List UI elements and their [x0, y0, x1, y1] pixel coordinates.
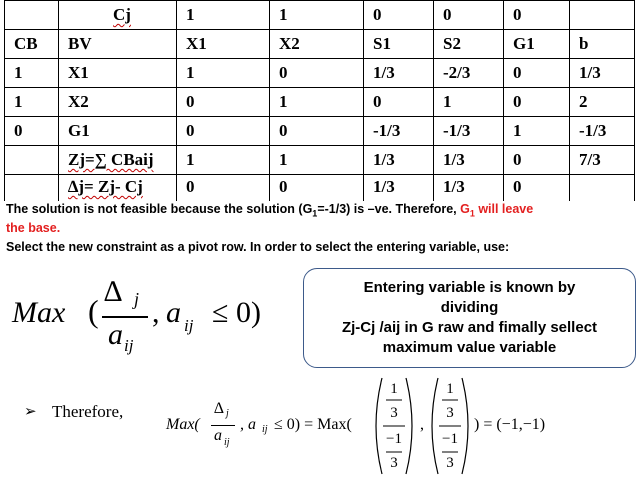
- simplex-table: [4, 0, 635, 201]
- table-cell: 1/3: [364, 175, 434, 201]
- entering-variable-callout: [303, 268, 636, 368]
- pivot-instruction: Select the new constraint as a pivot row. In order to select the entering variable, use:: [6, 240, 510, 254]
- table-cell: 1: [504, 117, 570, 146]
- formula-max: Max: [12, 296, 66, 329]
- table-cell: 0: [270, 175, 364, 201]
- table-cell: 1: [434, 88, 504, 117]
- table-cell: 1: [270, 146, 364, 175]
- table-cell: b: [570, 30, 635, 59]
- x1-row: [5, 59, 635, 88]
- table-cell: 1/3: [364, 59, 434, 88]
- frac2-den: 3: [446, 405, 454, 421]
- table-cell: 0: [177, 117, 270, 146]
- formula-ij-sub: ij: [124, 336, 134, 355]
- note-text: The solution is not feasible because the solution (G: [6, 202, 313, 216]
- table-cell: 1/3: [434, 175, 504, 201]
- frac2-num: 1: [446, 381, 454, 397]
- table-cell: 0: [5, 117, 59, 146]
- table-cell: -1/3: [570, 117, 635, 146]
- bullet-arrow-icon: ➢: [24, 404, 37, 420]
- table-cell: 0: [434, 1, 504, 30]
- table-cell: 0: [270, 59, 364, 88]
- frac1-num: 1: [390, 381, 398, 397]
- table-cell: 1: [177, 146, 270, 175]
- table-cell: 1/3: [364, 146, 434, 175]
- table-cell: 0: [364, 88, 434, 117]
- callout-line-3: Zj-Cj /aij in G raw and fimally sellect: [341, 319, 598, 336]
- x2-row: [5, 88, 635, 117]
- eq-frac-bar: [211, 425, 235, 426]
- table-cell: [570, 1, 635, 30]
- table-cell: [5, 175, 59, 201]
- header-row: [5, 30, 635, 59]
- table-cell: -1/3: [364, 117, 434, 146]
- table-cell: 1: [177, 59, 270, 88]
- table-cell: 0: [504, 175, 570, 201]
- eq-delta: ∆: [214, 400, 224, 417]
- table-cell: X1: [177, 30, 270, 59]
- therefore-label: Therefore,: [52, 402, 124, 421]
- table-cell: Zj=∑ CBaij: [59, 146, 177, 175]
- table-cell: 0: [364, 1, 434, 30]
- table-cell: 0: [270, 117, 364, 146]
- table-cell: CB: [5, 30, 59, 59]
- formula-cond-ij: ij: [184, 316, 194, 335]
- cj-row: [5, 1, 635, 30]
- formula-j-sub: j: [134, 289, 140, 309]
- note-sub: 1: [312, 208, 318, 219]
- frac1-den2: 3: [390, 455, 398, 471]
- frac2-den2: 3: [446, 455, 454, 471]
- frac2-neg: −1: [442, 431, 458, 447]
- formula-delta: ∆: [104, 275, 123, 308]
- infeasible-note: [6, 200, 533, 223]
- table-cell: 1: [177, 1, 270, 30]
- note-leave-text: will leave: [474, 202, 534, 216]
- table-cell: 1: [5, 59, 59, 88]
- delta-row: [5, 175, 635, 201]
- eq-cond-sub: ij: [262, 424, 268, 435]
- callout-line-1: Entering variable is known by: [363, 279, 576, 296]
- formula-open-paren: (: [88, 293, 99, 329]
- frac1-neg: −1: [386, 431, 402, 447]
- frac1-den: 3: [390, 405, 398, 421]
- table-cell: Cj: [59, 1, 177, 30]
- table-cell: X2: [270, 30, 364, 59]
- table-cell: 0: [504, 146, 570, 175]
- formula-cond: ≤ 0): [212, 296, 261, 329]
- table-cell: X2: [59, 88, 177, 117]
- table-cell: -2/3: [434, 59, 504, 88]
- formula-comma: ,: [152, 296, 160, 329]
- table-cell: [5, 1, 59, 30]
- table-cell: 1/3: [434, 146, 504, 175]
- table-cell: 1: [5, 88, 59, 117]
- table-cell: 1: [270, 88, 364, 117]
- table-cell: 0: [177, 175, 270, 201]
- table-cell: 2: [570, 88, 635, 117]
- eq-cond: , a: [240, 416, 256, 433]
- eq-ij: ij: [224, 437, 230, 448]
- table-cell: ∆j= Zj- Cj: [59, 175, 177, 201]
- callout-line-2: dividing: [440, 299, 499, 316]
- table-cell: 0: [504, 59, 570, 88]
- table-cell: 1: [270, 1, 364, 30]
- note-leaving-var: G: [460, 202, 470, 216]
- eq-separator: ,: [420, 416, 424, 433]
- note-line-2: the base.: [6, 221, 61, 235]
- zj-row: [5, 146, 635, 175]
- eq-cond-b: ≤ 0) = Max(: [274, 416, 352, 433]
- table-cell: 0: [504, 88, 570, 117]
- table-cell: G1: [59, 117, 177, 146]
- table-cell: 0: [177, 88, 270, 117]
- formula-cond-a: a: [166, 296, 181, 329]
- table-cell: BV: [59, 30, 177, 59]
- table-cell: S2: [434, 30, 504, 59]
- table-cell: X1: [59, 59, 177, 88]
- formula-a: a: [108, 318, 123, 351]
- eq-max: Max(: [166, 416, 200, 433]
- table-cell: [5, 146, 59, 175]
- eq-result: ) = (−1,−1): [474, 416, 546, 433]
- g1-row: [5, 117, 635, 146]
- table-cell: [570, 175, 635, 201]
- note-text-2: =-1/3) is –ve. Therefore,: [317, 202, 461, 216]
- callout-line-4: maximum value variable: [382, 339, 557, 356]
- table-cell: G1: [504, 30, 570, 59]
- note-leaving-sub: 1: [469, 208, 475, 219]
- table-cell: 1/3: [570, 59, 635, 88]
- table-cell: -1/3: [434, 117, 504, 146]
- table-cell: 0: [504, 1, 570, 30]
- table-cell: S1: [364, 30, 434, 59]
- eq-a: a: [214, 427, 222, 444]
- table-cell: 7/3: [570, 146, 635, 175]
- eq-j: j: [226, 408, 229, 419]
